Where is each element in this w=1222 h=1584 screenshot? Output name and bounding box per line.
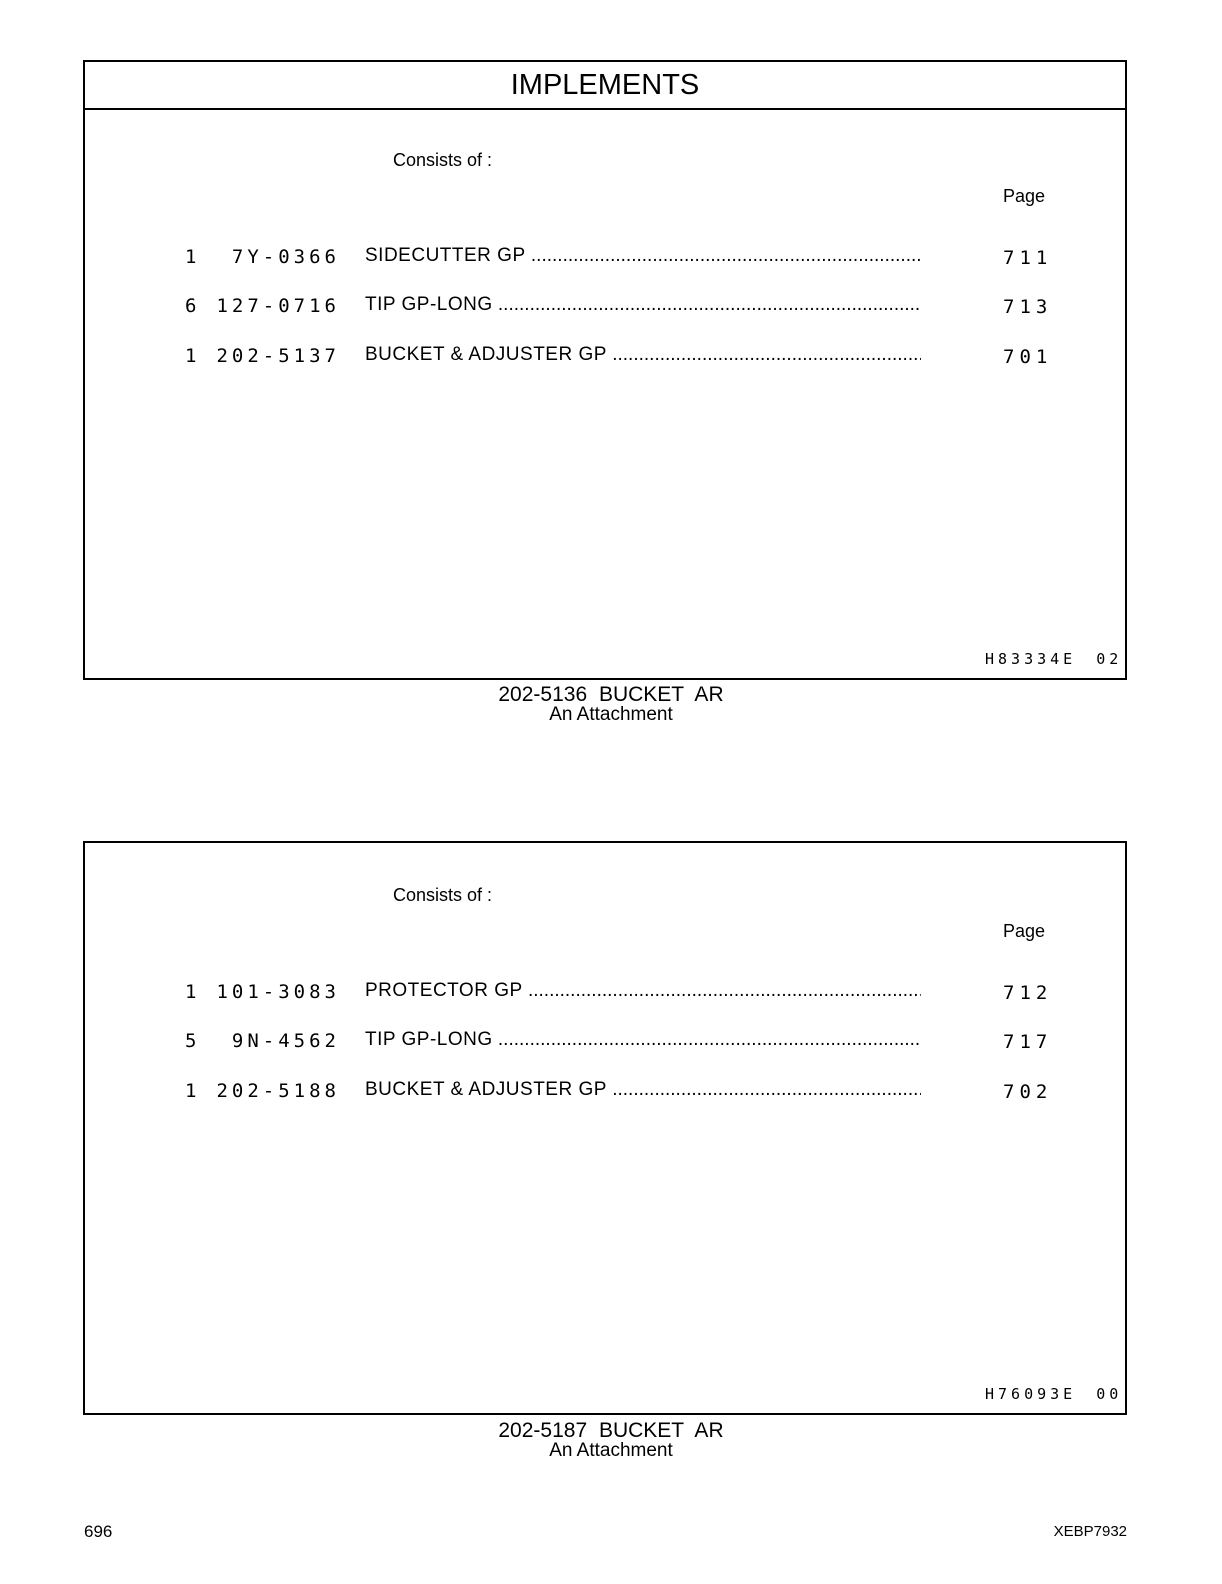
illustration-code: H83334E <box>985 650 1077 668</box>
item-quantity: 1 <box>185 345 199 367</box>
item-part-number: 7Y-0366 <box>231 246 340 268</box>
item-page-link[interactable]: 712 <box>1003 982 1053 1004</box>
item-quantity: 1 <box>185 246 199 268</box>
page-number: 696 <box>84 1522 113 1541</box>
implements-panel <box>83 60 1127 680</box>
item-quantity: 5 <box>185 1030 199 1052</box>
item-description: TIP GP-LONG ..... <box>365 1029 921 1051</box>
consists-of-label: Consists of : <box>393 885 493 905</box>
list-item <box>85 1029 1125 1055</box>
item-description: SIDECUTTER GP ..... <box>365 245 921 267</box>
caption-subtitle: An Attachment <box>549 1440 673 1461</box>
item-description: TIP GP-LONG ..... <box>365 294 921 316</box>
list-item <box>85 980 1125 1006</box>
item-page-link[interactable]: 717 <box>1003 1031 1053 1053</box>
document-code: XEBP7932 <box>1053 1523 1127 1540</box>
caption-subtitle: An Attachment <box>549 704 673 725</box>
item-quantity: 1 <box>185 1080 199 1102</box>
item-part-number: 127-0716 <box>216 295 340 317</box>
item-part-number: 202-5137 <box>216 345 340 367</box>
panel-caption <box>0 684 1222 724</box>
item-page-link[interactable]: 713 <box>1003 296 1053 318</box>
item-part-number: 101-3083 <box>216 981 340 1003</box>
attachment-panel <box>83 841 1127 1415</box>
consists-of-label: Consists of : <box>393 150 493 170</box>
panel-caption <box>0 1420 1222 1460</box>
caption-title: 202-5187 BUCKET AR <box>498 1419 724 1442</box>
page-column-header: Page <box>1003 921 1046 941</box>
item-description: BUCKET & ADJUSTER GP ..... <box>365 1079 921 1101</box>
item-description: PROTECTOR GP ..... <box>365 980 921 1002</box>
item-page-link[interactable]: 711 <box>1003 247 1053 269</box>
caption-title: 202-5136 BUCKET AR <box>498 683 724 706</box>
revision-number: 00 <box>1096 1385 1123 1403</box>
item-quantity: 1 <box>185 981 199 1003</box>
list-item <box>85 294 1125 320</box>
item-description: BUCKET & ADJUSTER GP ..... <box>365 344 921 366</box>
panel-title: IMPLEMENTS <box>85 62 1125 110</box>
item-part-number: 9N-4562 <box>231 1030 340 1052</box>
reference-code <box>985 1385 1122 1403</box>
list-item <box>85 344 1125 370</box>
item-part-number: 202-5188 <box>216 1080 340 1102</box>
page-column-header: Page <box>1003 186 1046 206</box>
item-page-link[interactable]: 702 <box>1003 1081 1053 1103</box>
item-page-link[interactable]: 701 <box>1003 346 1053 368</box>
item-quantity: 6 <box>185 295 199 317</box>
list-item <box>85 1079 1125 1105</box>
list-item <box>85 245 1125 271</box>
illustration-code: H76093E <box>985 1385 1077 1403</box>
reference-code <box>985 650 1122 668</box>
revision-number: 02 <box>1096 650 1123 668</box>
